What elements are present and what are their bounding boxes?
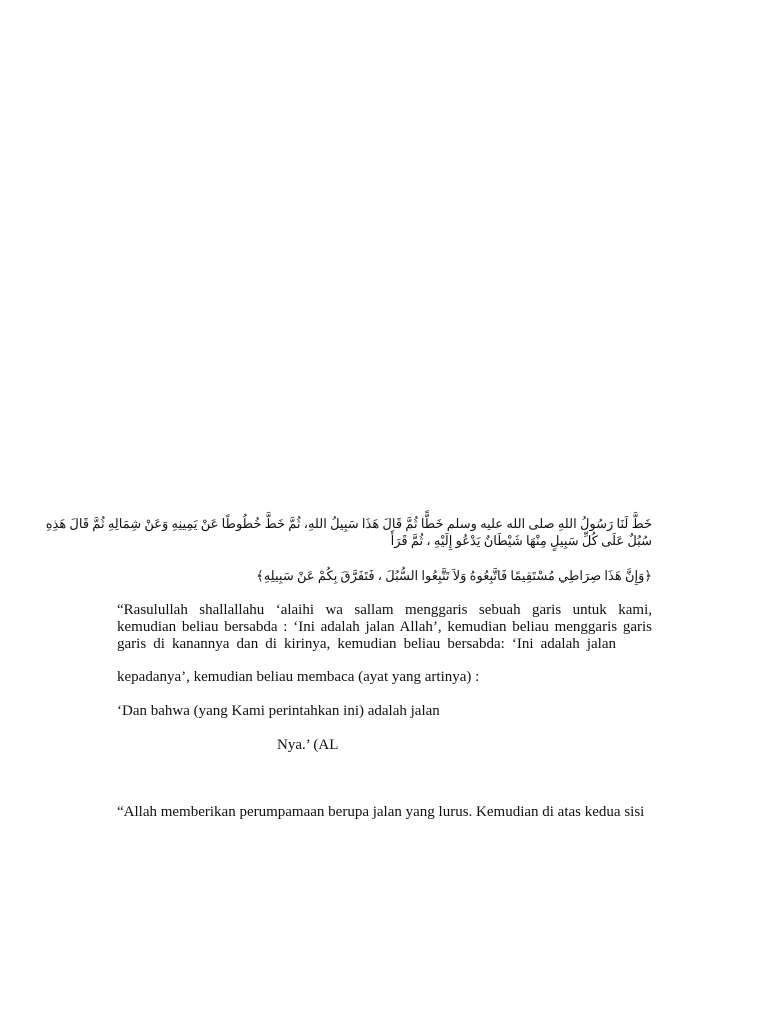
arabic-verse: ﴿وَإِنَّ هَذَا صِرَاطِي مُسْتَقِيمًا فَاتَّبِعُوهُ وَلاَ تَتَّبِعُوا السُّبُلَ ، فَتَفَرَّقَ بِكُمْ عَنْ سَبِيلِهِ﴾: [256, 568, 652, 583]
translation-line-1: “Rasulullah shallallahu ‘alaihi wa sallam menggaris sebuah garis untuk kami,: [117, 602, 652, 618]
translation-line-4: kepadanya’, kemudian beliau membaca (ayat yang artinya) :: [117, 669, 480, 685]
verse-translation-line-2: Nya.’ (AL: [277, 737, 339, 753]
arabic-hadith-line-2: سُبُلٌ عَلَى كُلِّ سَبِيلٍ مِنْهَا شَيْطَانٌ يَدْعُو إِلَيْهِ ، ثُمَّ قَرَأَ: [390, 533, 652, 548]
translation-line-2: kemudian beliau bersabda : ‘Ini adalah jalan Allah’, kemudian beliau menggaris garis: [117, 619, 652, 635]
translation-line-3: garis di kanannya dan di kirinya, kemudian beliau bersabda: ‘Ini adalah jalan: [117, 636, 616, 652]
verse-translation-line-1: ‘Dan bahwa (yang Kami perintahkan ini) adalah jalan: [117, 703, 440, 719]
explanation-line-1: “Allah memberikan perumpamaan berupa jalan yang lurus. Kemudian di atas kedua sisi: [117, 804, 645, 820]
arabic-hadith-line-1: خَطَّ لَنَا رَسُولُ اللهِ صلى الله عليه وسلم خَطًّا ثُمَّ قَالَ هَذَا سَبِيلُ اللهِ، ثُمَّ خَطَّ خُطُوطًا عَنْ يَمِينِهِ وَعَنْ شِمَالِهِ ثُمَّ قَالَ هَذِهِ: [45, 516, 652, 531]
